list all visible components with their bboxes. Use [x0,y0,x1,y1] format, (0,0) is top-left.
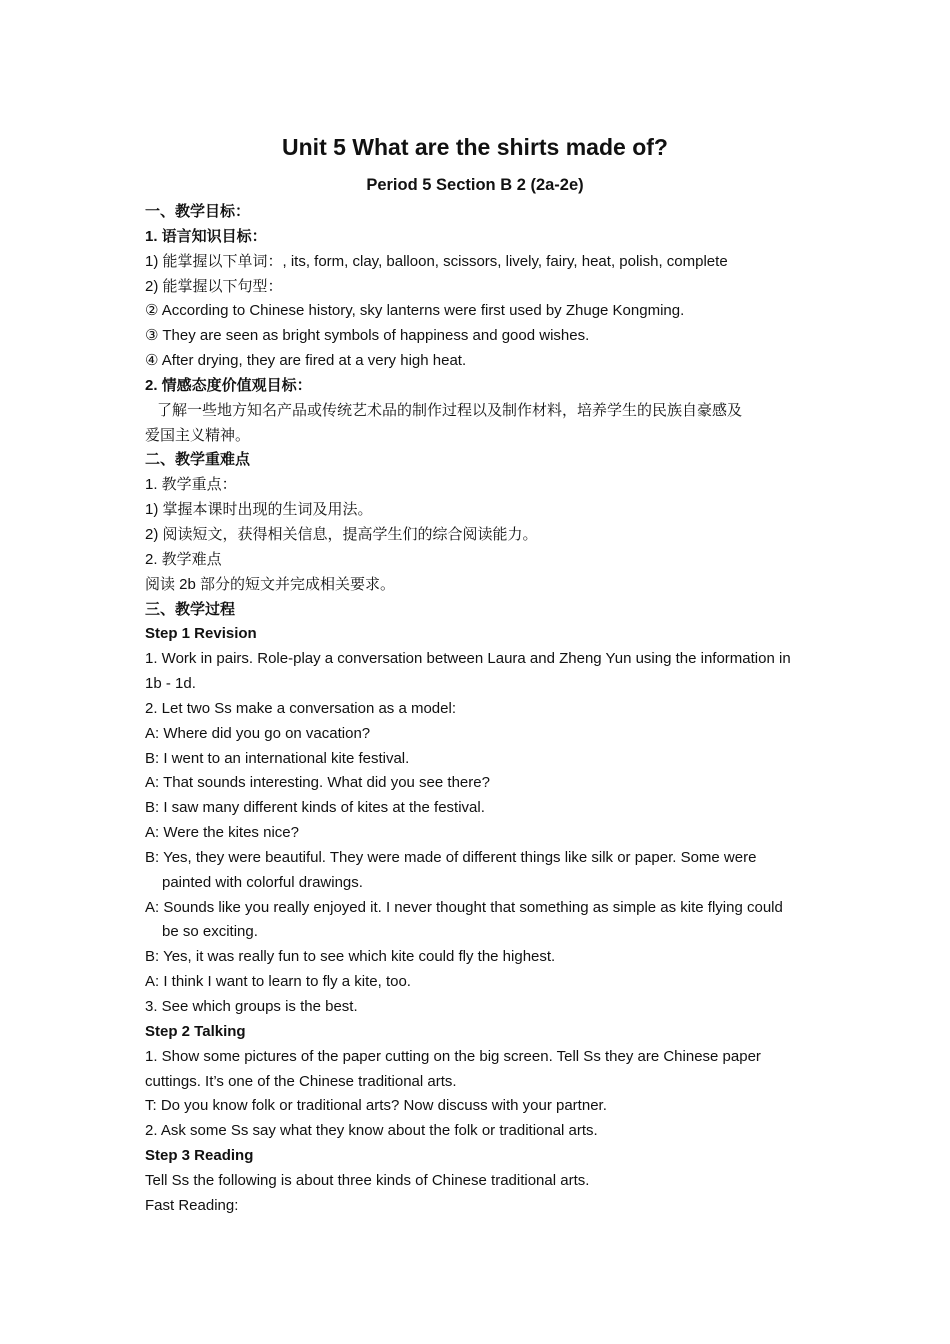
dialogue-line: painted with colorful drawings. [162,873,363,891]
text-line: 1) 掌握本课时出现的生词及用法。 [145,501,373,519]
text-line: 1b - 1d. [145,675,196,693]
text-line: 1. 教学重点： [145,476,237,494]
text-line: cuttings. It’s one of the Chinese traditional arts. [145,1072,457,1090]
sub-heading: 2. 情感态度价值观目标： [145,376,312,394]
text-line: 2) 阅读短文，获得相关信息，提高学生们的综合阅读能力。 [145,525,538,543]
dialogue-line: A: Sounds like you really enjoyed it. I never thought that something as simple as kite flying could [145,898,783,916]
dialogue-line: A: I think I want to learn to fly a kite, too. [145,973,411,991]
text-line: 2. 教学难点 [145,550,222,568]
page-subtitle: Period 5 Section B 2 (2a-2e) [366,176,584,194]
text-line: 阅读 2b 部分的短文并完成相关要求。 [145,575,396,593]
sub-heading: 1. 语言知识目标： [145,227,267,245]
text-line: 2. Ask some Ss say what they know about the folk or traditional arts. [145,1122,598,1140]
dialogue-line: be so exciting. [162,923,258,941]
step-heading: Step 1 Revision [145,625,257,643]
text-line: 了解一些地方知名产品或传统艺术品的制作过程以及制作材料，培养学生的民族自豪感及 [157,401,743,419]
text-line: 爱国主义精神。 [145,426,251,444]
document-body [145,200,813,1219]
text-line: 3. See which groups is the best. [145,998,358,1015]
page-title: Unit 5 What are the shirts made of? [282,134,668,160]
section-heading: 三、教学过程 [145,600,236,618]
text-line: ④ After drying, they are fired at a very high heat. [145,352,467,370]
dialogue-line: A: Where did you go on vacation? [145,724,371,742]
text-line: ③ They are seen as bright symbols of happiness and good wishes. [145,327,590,345]
step-heading: Step 2 Talking [145,1022,246,1040]
dialogue-line: B: Yes, it was really fun to see which kite could fly the highest. [145,948,556,966]
dialogue-line: B: Yes, they were beautiful. They were made of different things like silk or paper. Some were [145,848,757,866]
text-line: Fast Reading: [145,1196,239,1214]
dialogue-line: A: That sounds interesting. What did you see there? [145,774,490,792]
dialogue-line: A: Were the kites nice? [145,824,299,842]
text-line: Tell Ss the following is about three kinds of Chinese traditional arts. [145,1171,590,1189]
text-line: 1. Show some pictures of the paper cutting on the big screen. Tell Ss they are Chinese paper [145,1047,761,1065]
step-heading: Step 3 Reading [145,1147,254,1165]
text-line: T: Do you know folk or traditional arts? Now discuss with your partner. [145,1097,607,1115]
section-heading: 一、教学目标： [145,203,251,220]
text-line: 1. Work in pairs. Role-play a conversation between Laura and Zheng Yun using the information in [145,650,791,668]
text-line: ② According to Chinese history, sky lanterns were first used by Zhuge Kongming. [145,302,685,320]
dialogue-line: B: I went to an international kite festival. [145,749,410,767]
text-line: 1) 能掌握以下单词：, its, form, clay, balloon, scissors, lively, fairy, heat, polish, complete [145,252,728,270]
dialogue-line: B: I saw many different kinds of kites at the festival. [145,799,485,817]
text-line: 2. Let two Ss make a conversation as a model: [145,699,456,717]
text-line: 2) 能掌握以下句型： [145,277,283,295]
section-heading: 二、教学重难点 [145,451,251,469]
